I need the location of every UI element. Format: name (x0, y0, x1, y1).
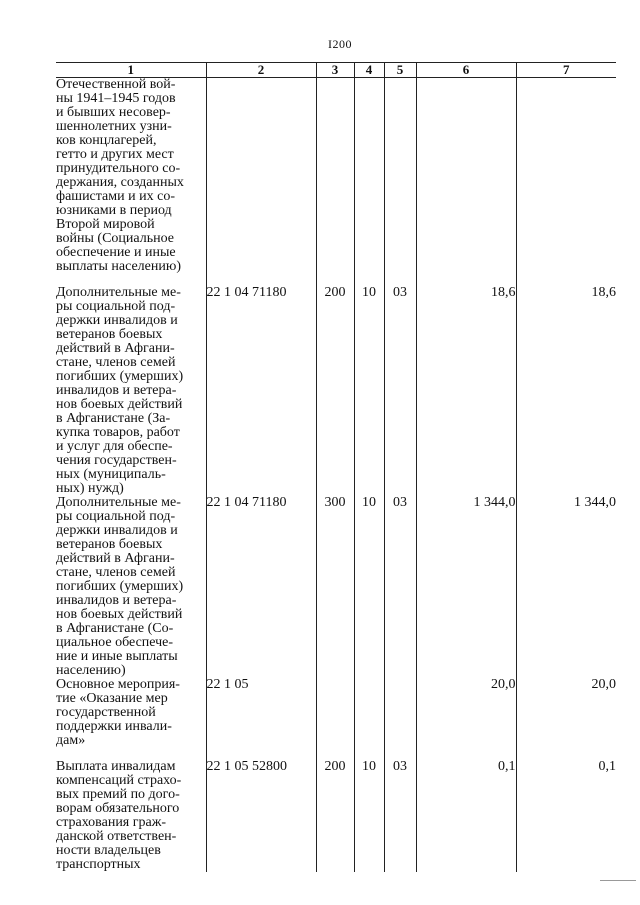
item-name-line: погибших (умерших) (56, 369, 184, 384)
expense-type-cell: 200 (316, 760, 354, 872)
table-row (56, 760, 616, 872)
item-name-line: населению) (56, 663, 126, 678)
item-name-line: выплаты населению) (56, 259, 181, 274)
table-row (56, 286, 616, 496)
item-name-line: Дополнительные ме- (56, 495, 181, 510)
item-name-line: Выплата инвалидам (56, 759, 176, 774)
amount-year-2-cell: 20,0 (516, 678, 616, 760)
subsection-cell: 03 (384, 760, 416, 872)
target-article-code-cell: 22 1 04 71180 (206, 286, 316, 496)
item-name-line: стане, членов семей (56, 565, 176, 580)
item-name-line: юзниками в период (56, 203, 172, 218)
column-header-7: 7 (516, 63, 616, 78)
item-name-line: Основное мероприя- (56, 677, 180, 692)
amount-year-2-cell (516, 78, 616, 287)
item-name-line: ков концлагерей, (56, 133, 157, 148)
item-name-line: принудительного со- (56, 161, 181, 176)
target-article-code-cell: 22 1 05 (206, 678, 316, 760)
target-article-code-cell (206, 78, 316, 287)
item-name-line: и услуг для обеспе- (56, 439, 173, 454)
item-name-line: компенсаций страхо- (56, 773, 182, 788)
amount-year-1-cell (416, 78, 516, 287)
table-row (56, 678, 616, 760)
section-cell (354, 678, 384, 760)
item-name-cell (56, 678, 206, 760)
item-name-line: вых премий по дого- (56, 787, 180, 802)
amount-year-1-cell: 1 344,0 (416, 496, 516, 678)
item-name-line: нов боевых действий (56, 607, 183, 622)
item-name-line: войны (Социальное (56, 231, 174, 246)
item-name-line: ности владельцев (56, 843, 161, 858)
target-article-code-cell: 22 1 05 52800 (206, 760, 316, 872)
footer-divider (600, 880, 636, 881)
item-name-line: действий в Афгани- (56, 341, 175, 356)
item-name-line: стане, членов семей (56, 355, 176, 370)
item-name-line: Отечественной вой- (56, 77, 176, 92)
expense-type-cell (316, 78, 354, 287)
item-name-line: инвалидов и ветера- (56, 383, 177, 398)
item-name-line: фашистами и их со- (56, 189, 175, 204)
amount-year-1-cell: 0,1 (416, 760, 516, 872)
item-name-line: циальное обеспече- (56, 635, 174, 650)
column-header-1: 1 (56, 63, 206, 78)
item-name-line: Дополнительные ме- (56, 285, 181, 300)
page-number: I200 (328, 37, 352, 51)
amount-year-2-cell: 0,1 (516, 760, 616, 872)
subsection-cell: 03 (384, 286, 416, 496)
budget-table (56, 62, 616, 872)
item-name-cell (56, 496, 206, 678)
section-cell: 10 (354, 760, 384, 872)
item-name-line: чения государствен- (56, 453, 177, 468)
item-name-line: нов боевых действий (56, 397, 183, 412)
expense-type-cell: 200 (316, 286, 354, 496)
column-header-4: 4 (354, 63, 384, 78)
subsection-cell (384, 678, 416, 760)
item-name-line: данской ответствен- (56, 829, 177, 844)
item-name-line: в Афганистане (За- (56, 411, 171, 426)
item-name-line: транспортных (56, 857, 141, 872)
item-name-line: держки инвалидов и (56, 313, 178, 328)
amount-year-2-cell: 18,6 (516, 286, 616, 496)
item-name-line: гетто и других мест (56, 147, 174, 162)
section-cell: 10 (354, 496, 384, 678)
table-row (56, 78, 616, 287)
item-name-line: ных (муниципаль- (56, 467, 166, 482)
table-row (56, 496, 616, 678)
amount-year-1-cell: 20,0 (416, 678, 516, 760)
section-cell (354, 78, 384, 287)
item-name-line: в Афганистане (Со- (56, 621, 174, 636)
header-row (56, 63, 616, 78)
item-name-cell (56, 78, 206, 287)
item-name-cell (56, 286, 206, 496)
amount-year-2-cell: 1 344,0 (516, 496, 616, 678)
column-header-6: 6 (416, 63, 516, 78)
item-name-line: ветеранов боевых (56, 537, 163, 552)
item-name-line: держания, созданных (56, 175, 184, 190)
column-header-3: 3 (316, 63, 354, 78)
item-name-line: ных) нужд) (56, 481, 124, 496)
column-header-5: 5 (384, 63, 416, 78)
amount-year-1-cell: 18,6 (416, 286, 516, 496)
item-name-line: обеспечение и иные (56, 245, 176, 260)
target-article-code-cell: 22 1 04 71180 (206, 496, 316, 678)
item-name-line: инвалидов и ветера- (56, 593, 177, 608)
item-name-line: держки инвалидов и (56, 523, 178, 538)
item-name-line: Второй мировой (56, 217, 155, 232)
column-header-2: 2 (206, 63, 316, 78)
expense-type-cell (316, 678, 354, 760)
subsection-cell (384, 78, 416, 287)
item-name-line: ние и иные выплаты (56, 649, 178, 664)
expense-type-cell: 300 (316, 496, 354, 678)
item-name-line: дам» (56, 733, 86, 748)
item-name-line: ворам обязательного (56, 801, 180, 816)
subsection-cell: 03 (384, 496, 416, 678)
item-name-line: тие «Оказание мер (56, 691, 168, 706)
item-name-line: погибших (умерших) (56, 579, 184, 594)
item-name-line: поддержки инвали- (56, 719, 172, 734)
item-name-line: купка товаров, работ (56, 425, 180, 440)
item-name-line: шеннолетних узни- (56, 119, 172, 134)
item-name-line: ны 1941–1945 годов (56, 91, 176, 106)
item-name-line: ры социальной под- (56, 509, 176, 524)
item-name-line: ры социальной под- (56, 299, 176, 314)
item-name-line: ветеранов боевых (56, 327, 163, 342)
section-cell: 10 (354, 286, 384, 496)
item-name-line: страхования граж- (56, 815, 167, 830)
item-name-line: и бывших несовер- (56, 105, 171, 120)
item-name-line: действий в Афгани- (56, 551, 175, 566)
table-body (56, 78, 616, 873)
item-name-line: государственной (56, 705, 156, 720)
item-name-cell (56, 760, 206, 872)
